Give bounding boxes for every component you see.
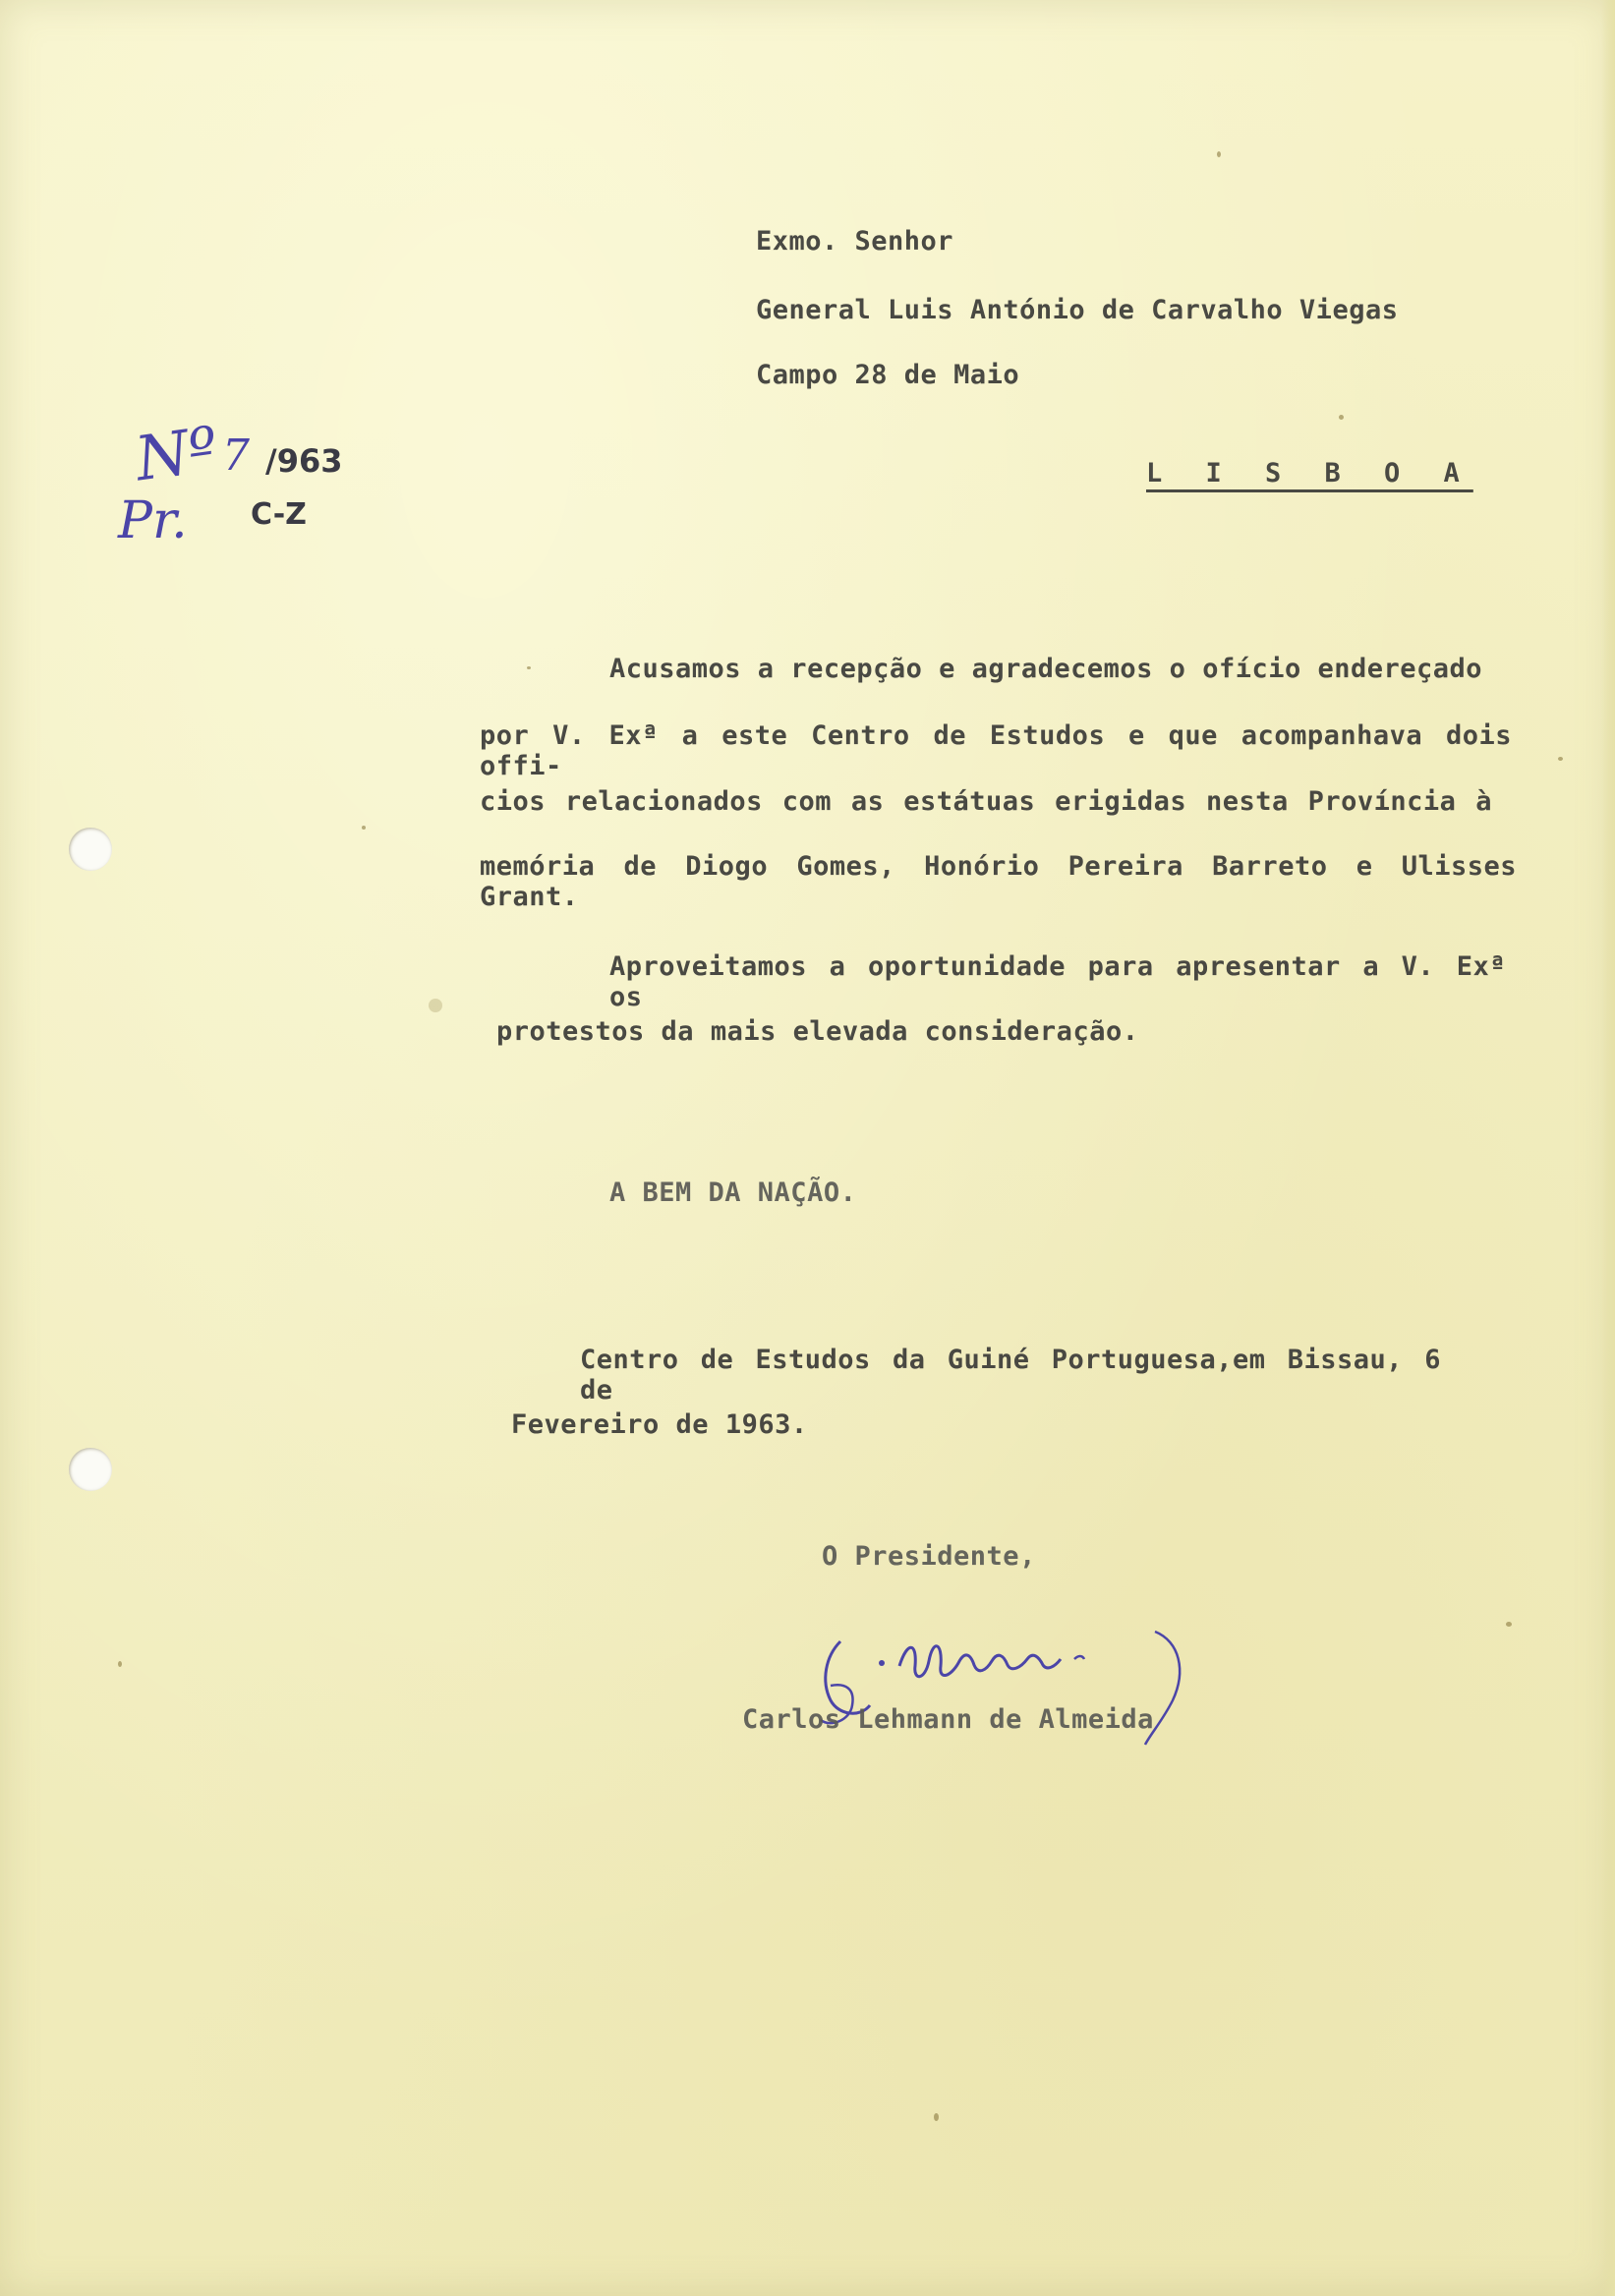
paper-speck <box>1217 151 1221 157</box>
paper-speck <box>362 826 366 830</box>
addressee-salutation: Exmo. Senhor <box>756 226 954 257</box>
place-date-line-1: Centro de Estudos da Guiné Portuguesa,em Bissau, 6 de <box>580 1345 1441 1406</box>
reference-year: /963 <box>265 442 343 480</box>
place-date-line-2: Fevereiro de 1963. <box>511 1409 808 1440</box>
reference-number: 7 <box>222 430 250 481</box>
process-prefix: Pr. <box>118 491 188 550</box>
paper-speck <box>118 1661 122 1667</box>
paper-speck <box>934 2113 939 2121</box>
paper-speck <box>429 999 442 1012</box>
paper-speck <box>1339 415 1344 420</box>
addressee-street: Campo 28 de Maio <box>756 360 1020 390</box>
body-line-4: memória de Diogo Gomes, Honório Pereira Barreto e Ulisses Grant. <box>480 851 1517 912</box>
signatory-name: Carlos Lehmann de Almeida <box>742 1704 1154 1735</box>
signature-title: O Presidente, <box>822 1541 1036 1572</box>
punch-hole-bottom <box>69 1448 112 1491</box>
paper-speck <box>1506 1622 1512 1627</box>
process-code: C-Z <box>251 497 307 532</box>
closing-line: A BEM DA NAÇÃO. <box>609 1177 857 1208</box>
paper-speck <box>527 666 531 669</box>
paper-edge <box>1601 0 1615 2296</box>
body-line-1: Acusamos a recepção e agradecemos o ofício endereçado <box>609 654 1483 684</box>
body-line-6: protestos da mais elevada consideração. <box>496 1016 1139 1047</box>
paper-speck <box>1558 757 1563 761</box>
reference-number-prefix: Nº <box>131 412 223 495</box>
addressee-city: L I S B O A <box>1146 458 1473 488</box>
body-line-5: Aproveitamos a oportunidade para apresentar a V. Exª os <box>609 951 1506 1012</box>
body-line-3: cios relacionados com as estátuas erigidas nesta Província à <box>480 786 1492 817</box>
addressee-name: General Luis António de Carvalho Viegas <box>756 295 1399 325</box>
punch-hole-top <box>69 828 112 871</box>
body-line-2: por V. Exª a este Centro de Estudos e que acompanhava dois offi- <box>480 720 1512 781</box>
